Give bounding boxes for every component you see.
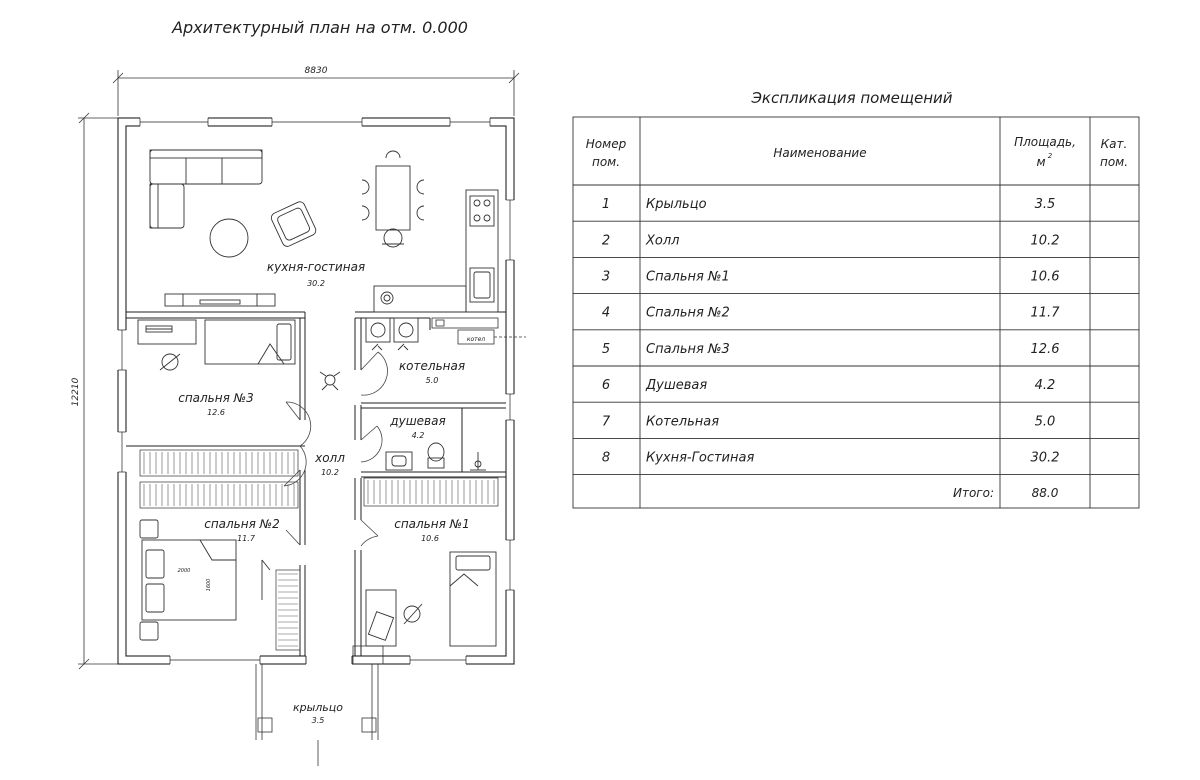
desk-icon (138, 320, 196, 370)
desk-chair-icon (366, 590, 422, 646)
sink-icon (386, 452, 412, 470)
row-number: 7 (601, 414, 611, 430)
row-number: 6 (601, 378, 611, 394)
row-number: 3 (601, 269, 611, 285)
table-row (602, 270, 1060, 285)
row-name: Котельная (646, 414, 720, 430)
row-name: Спальня №2 (646, 305, 730, 321)
plan-title: Архитектурный план на отм. 0.000 (172, 18, 468, 37)
shower-icon (470, 452, 486, 470)
room-area-bedroom-2: 11.7 (237, 534, 255, 543)
toilet-icon (428, 443, 444, 468)
table-row (602, 378, 1055, 393)
boiler-label: котел (466, 336, 486, 343)
header-name: Наименование (773, 146, 867, 160)
row-name: Холл (646, 233, 680, 249)
explication-rows (602, 197, 1060, 465)
room-area-porch: 3.5 (311, 716, 325, 725)
table-row (602, 342, 1060, 357)
dimension-height-label: 12210 (71, 377, 81, 407)
room-label-bedroom-3: спальня №3 (178, 391, 254, 405)
row-number: 5 (601, 341, 611, 357)
room-area-kitchen: 30.2 (307, 279, 325, 288)
table-row (602, 233, 1060, 248)
room-label-kitchen: кухня-гостиная (266, 260, 366, 274)
row-name: Крыльцо (646, 197, 707, 213)
header-area-sup: 2 (1047, 152, 1053, 160)
room-label-shower: душевая (390, 414, 446, 428)
room-area-hall: 10.2 (321, 468, 339, 477)
table-row (602, 451, 1060, 466)
row-name: Спальня №3 (646, 341, 730, 357)
room-label-bedroom-2: спальня №2 (204, 517, 280, 531)
row-number: 8 (601, 450, 611, 466)
explication-header (586, 135, 1128, 169)
kitchen-counter-icon (374, 190, 498, 312)
person-icon (320, 372, 340, 390)
room-area-bedroom-1: 10.6 (421, 534, 439, 543)
header-area-line2: м (1036, 155, 1046, 169)
dimension-width-label: 8830 (304, 66, 328, 76)
header-cat-line1: Кат. (1100, 137, 1128, 151)
row-number: 4 (601, 305, 611, 321)
row-area: 3.5 (1034, 197, 1056, 213)
header-area-line1: Площадь, (1014, 135, 1076, 149)
table-row (602, 197, 1055, 212)
dimension-height (78, 113, 118, 669)
row-area: 5.0 (1034, 414, 1056, 430)
tv-stand-icon (165, 294, 275, 306)
row-name: Кухня-Гостиная (646, 450, 755, 466)
row-number: 2 (601, 233, 611, 249)
wardrobe-hangers (144, 452, 494, 646)
row-number: 1 (601, 197, 611, 213)
header-number-line1: Номер (585, 137, 627, 151)
row-area: 10.6 (1030, 269, 1060, 285)
table-row (602, 306, 1060, 321)
room-label-bedroom-1: спальня №1 (394, 517, 470, 531)
single-bed-icon (450, 552, 496, 646)
row-name: Спальня №1 (646, 269, 730, 285)
washing-machines-icon (366, 318, 418, 350)
total-label: Итого: (953, 486, 994, 500)
row-area: 4.2 (1034, 378, 1056, 394)
room-label-hall: холл (315, 451, 345, 465)
room-label-boiler: котельная (398, 359, 466, 373)
bed-dimension-long: 2000 (177, 568, 191, 574)
armchair-icon (270, 200, 318, 248)
row-area: 30.2 (1030, 450, 1060, 466)
explication-title: Экспликация помещений (751, 89, 953, 107)
windows (117, 117, 515, 665)
row-name: Душевая (646, 378, 708, 394)
bed-icon (205, 320, 295, 364)
dimension-width (113, 70, 519, 116)
room-label-porch: крыльцо (292, 701, 344, 714)
dining-table-icon (362, 151, 424, 247)
row-area: 12.6 (1030, 341, 1060, 357)
total-value: 88.0 (1031, 486, 1059, 500)
row-area: 10.2 (1030, 233, 1060, 249)
header-number-line2: пом. (591, 155, 621, 169)
room-area-shower: 4.2 (411, 431, 425, 440)
room-area-boiler: 5.0 (425, 376, 439, 385)
sofa-icon (150, 150, 262, 228)
round-table-icon (210, 219, 248, 257)
header-cat-line2: пом. (1099, 155, 1129, 169)
room-area-bedroom-3: 12.6 (207, 408, 225, 417)
table-row (602, 414, 1055, 429)
bed-dimension-short: 1600 (206, 578, 212, 592)
row-area: 11.7 (1030, 305, 1060, 321)
